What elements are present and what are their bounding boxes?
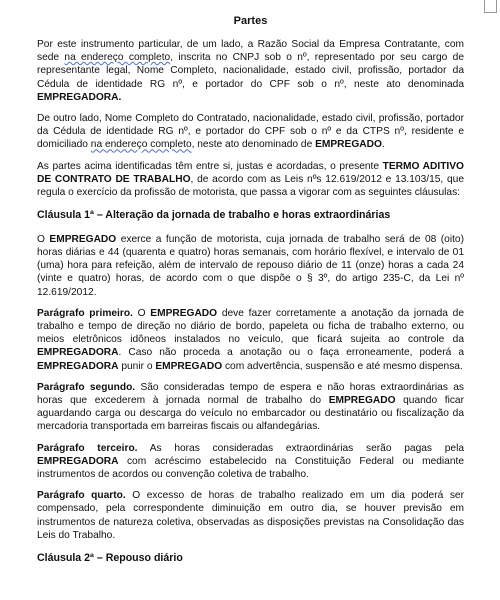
window-corner-box: [484, 0, 497, 13]
address-placeholder: na endereço completo: [64, 52, 171, 64]
clause-1-heading: Cláusula 1ª – Alteração da jornada de trabalho e horas extraordinárias: [37, 209, 391, 222]
paragraph-fourth: Parágrafo quarto. O excesso de horas de trabalho realizado em um dia poderá ser compensado, pela correspondente diminuição em outro dia, se houver previsão em instrumentos de natureza coletiva, observadas as disposições previstas na Consolidação das Leis do Trabalho.: [37, 490, 464, 541]
parties-paragraph-employer: Por este instrumento particular, de um lado, a Razão Social da Empresa Contratante, com sede na endereço completo, inscrita no CNPJ sob o nº, representado por seu cargo de representante legal, Nome Completo, nacionalidade, estado civil, profissão, portador da Cédula de identidade RG nº, e portador do CPF sob o nº, neste ato denominada EMPREGADORA.: [37, 39, 464, 103]
paragraph-first: Parágrafo primeiro. O EMPREGADO deve fazer corretamente a anotação da jornada de trabalho e tempo de direção no diário de bordo, papeleta ou ficha de trabalho externo, ou meios eletrônicos idôneos instalados no veículo, que ficará sujeita ao controle da EMPREGADORA. Caso não proceda a anotação ou o faça erroneamente, poderá a EMPREGADORA punir o EMPREGADO com advertência, suspensão e até mesmo dispensa.: [37, 307, 464, 372]
document-title: Partes: [233, 15, 268, 27]
paragraph-third: Parágrafo terceiro. As horas consideradas extraordinárias serão pagas pela EMPREGADORA com acréscimo estabelecido na Constituição Federal ou mediante instrumentos de acordos ou convenção coletiva de trabalho.: [37, 442, 465, 480]
employee-term: EMPREGADO: [315, 139, 382, 151]
paragraph-second: Parágrafo segundo. São consideradas tempo de espera e não horas extraordinárias as horas que excederem à jornada normal de trabalho do EMPREGADO quando ficar aguardando carga ou descarga do veículo no embarcador ou destinatário ou fiscalização da mercadoria transportada em barreiras fiscais ou alfandegárias.: [37, 381, 464, 433]
agreement-paragraph: As partes acima identificadas têm entre si, justas e acordadas, o presente TERMO ADITIVO DE CONTRATO DE TRABALHO, de acordo com as Leis nºs 12.619/2012 e 13.103/15, que regula o exercício da profissão de motorista, que passa a vigorar com as seguintes cláusulas:: [37, 160, 465, 199]
address-placeholder: na endereço completo: [90, 139, 192, 151]
employer-term: EMPREGADORA.: [37, 91, 122, 103]
clause-2-heading: Cláusula 2ª – Repouso diário: [37, 552, 183, 564]
parties-paragraph-employee: De outro lado, Nome Completo do Contratado, nacionalidade, estado civil, profissão, portador da Cédula de identidade RG nº, e portador do CPF sob o nº e da CTPS nº, residente e domiciliado na endereço completo, neste ato denominado de EMPREGADO.: [37, 113, 464, 151]
contract-name: TERMO ADITIVO DE CONTRATO DE TRABALHO: [37, 160, 464, 185]
clause-1-body: O EMPREGADO exerce a função de motorista, cuja jornada de trabalho será de 08 (oito) horas diárias e 44 (quarenta e quatro) horas semanais, com horário flexível, e intervalo de 01 (uma) hora para refeição, além de intervalo de repouso diário de 11 (onze) horas a cada 24 (vinte e quatro) horas, de acordo com o que dispõe o § 3º, do artigo 235-C, da Lei nº 12.619/2012.: [37, 233, 464, 298]
